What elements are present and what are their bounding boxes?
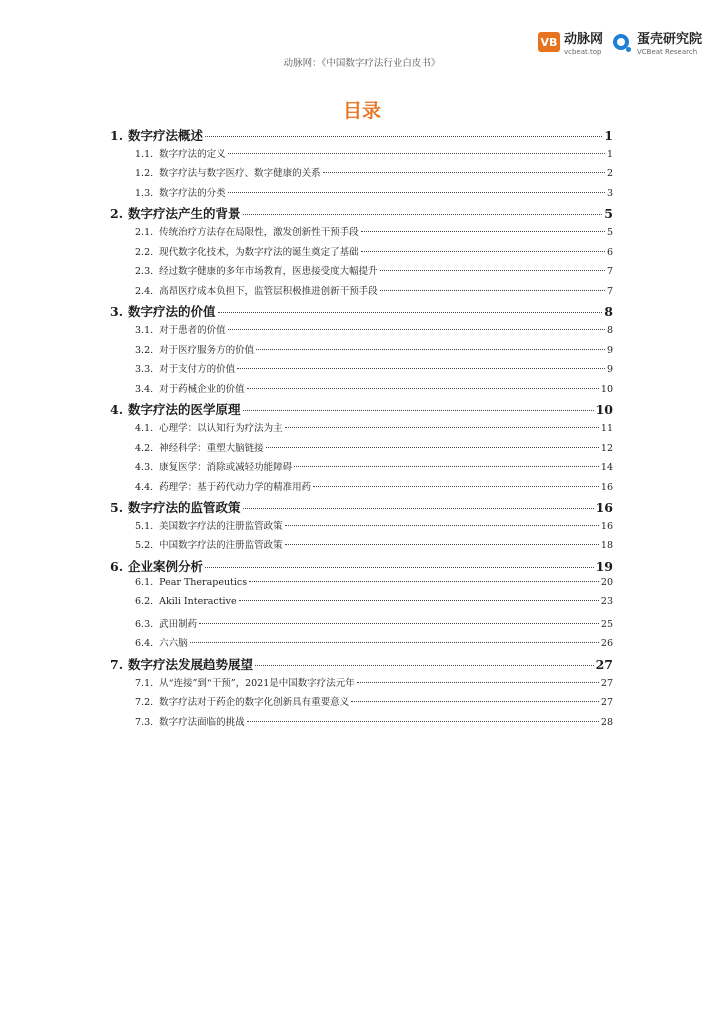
toc-entry-page: 9	[606, 364, 613, 376]
table-of-contents	[110, 126, 613, 733]
toc-entry-title: 数字疗法对于药企的数字化创新具有重要意义	[159, 697, 350, 709]
toc-entry-page: 28	[600, 716, 613, 728]
toc-entry-page: 1	[606, 148, 613, 160]
toc-entry-page: 16	[600, 481, 613, 493]
toc-entry-page: 16	[595, 500, 613, 516]
toc-section-entry[interactable]	[110, 322, 613, 342]
toc-entry-page: 10	[600, 383, 613, 395]
toc-section-entry[interactable]	[110, 675, 613, 695]
toc-entry-title: 现代数字化技术，为数字疗法的诞生奠定了基础	[159, 246, 359, 258]
toc-entry-title: 中国数字疗法的注册监管政策	[159, 540, 283, 552]
toc-dot-leader	[380, 290, 605, 291]
toc-entry-page: 10	[595, 402, 613, 418]
toc-entry-title: 六六脑	[159, 638, 188, 650]
toc-entry-number: 7.2.	[135, 697, 154, 709]
toc-dot-leader	[256, 349, 605, 350]
toc-entry-page: 3	[606, 187, 613, 199]
toc-entry-title: 神经科学：重塑大脑链接	[159, 442, 264, 454]
toc-entry-number: 4.3.	[135, 462, 154, 474]
toc-entry-number: 4.2.	[135, 442, 154, 454]
toc-entry-number: 5.	[110, 500, 124, 516]
vcbeat-logo-name: 动脉网	[563, 32, 603, 47]
toc-section-entry[interactable]	[110, 440, 613, 460]
toc-section-entry[interactable]	[110, 381, 613, 401]
toc-dot-leader	[313, 486, 599, 487]
toc-section-entry[interactable]	[110, 420, 613, 440]
toc-entry-title: Pear Therapeutics	[159, 576, 248, 588]
toc-section-entry[interactable]	[110, 616, 613, 636]
toc-entry-title: Akili Interactive	[159, 596, 237, 608]
toc-entry-number: 2.2.	[135, 246, 154, 258]
toc-entry-page: 8	[604, 304, 613, 320]
toc-entry-title: 数字疗法发展趋势展望	[128, 657, 254, 673]
toc-entry-page: 23	[600, 596, 613, 608]
toc-entry-title: 对于医疗服务方的价值	[159, 344, 255, 356]
toc-entry-number: 3.	[110, 304, 124, 320]
toc-entry-number: 3.2.	[135, 344, 154, 356]
toc-entry-title: 数字疗法面临的挑战	[159, 716, 245, 728]
toc-entry-title: 美国数字疗法的注册监管政策	[159, 520, 283, 532]
toc-title: 目录	[342, 100, 381, 122]
toc-entry-page: 5	[604, 206, 613, 222]
toc-entry-title: 数字疗法的价值	[128, 304, 216, 320]
toc-entry-title: 对于患者的价值	[159, 324, 226, 336]
toc-entry-title: 对于支付方的价值	[159, 364, 236, 376]
toc-entry-number: 7.1.	[135, 677, 154, 689]
toc-section-entry[interactable]	[110, 342, 613, 362]
toc-entry-title: 武田制药	[159, 618, 198, 630]
toc-section-entry[interactable]	[110, 165, 613, 185]
toc-entry-number: 6.3.	[135, 618, 154, 630]
toc-section-entry[interactable]	[110, 244, 613, 264]
toc-entry-title: 对于药械企业的价值	[159, 383, 245, 395]
toc-section-entry[interactable]	[110, 479, 613, 499]
header-caption: 动脉网：《中国数字疗法行业白皮书》	[283, 58, 441, 69]
toc-entry-number: 4.	[110, 402, 124, 418]
toc-dot-leader	[294, 466, 599, 467]
toc-chapter-entry[interactable]	[110, 400, 613, 420]
toc-entry-number: 6.2.	[135, 596, 154, 608]
toc-section-entry[interactable]	[110, 577, 613, 597]
toc-chapter-entry[interactable]	[110, 655, 613, 675]
toc-section-entry[interactable]	[110, 185, 613, 205]
toc-entry-title: 高昂医疗成本负担下，监管层积极推进创新干预手段	[159, 285, 378, 297]
toc-entry-page: 20	[600, 576, 613, 588]
vcbeat-logo-sub: vcbeat.top	[563, 48, 602, 56]
toc-entry-page: 7	[606, 266, 613, 278]
toc-section-entry[interactable]	[110, 635, 613, 655]
toc-section-entry[interactable]	[110, 694, 613, 714]
toc-entry-page: 12	[600, 442, 613, 454]
toc-dot-leader	[255, 665, 594, 666]
toc-entry-number: 4.4.	[135, 481, 154, 493]
toc-dot-leader	[228, 329, 605, 330]
toc-chapter-entry[interactable]	[110, 557, 613, 577]
toc-entry-number: 7.3.	[135, 716, 154, 728]
toc-dot-leader	[190, 642, 599, 643]
toc-dot-leader	[205, 136, 602, 137]
toc-section-entry[interactable]	[110, 537, 613, 557]
toc-dot-leader	[205, 567, 594, 568]
toc-entry-number: 2.	[110, 206, 124, 222]
research-logo-name: 蛋壳研究院	[636, 32, 702, 47]
toc-dot-leader	[243, 214, 603, 215]
toc-section-entry[interactable]	[110, 283, 613, 303]
toc-section-entry[interactable]	[110, 224, 613, 244]
toc-entry-title: 企业案例分析	[128, 559, 204, 575]
toc-entry-page: 5	[606, 226, 613, 238]
toc-entry-page: 8	[606, 324, 613, 336]
toc-dot-leader	[199, 623, 599, 624]
toc-entry-title: 数字疗法的医学原理	[128, 402, 241, 418]
toc-entry-title: 数字疗法的监管政策	[128, 500, 241, 516]
toc-section-entry[interactable]	[110, 263, 613, 283]
toc-dot-leader	[249, 581, 599, 582]
toc-dot-leader	[266, 447, 599, 448]
toc-entry-number: 1.	[110, 128, 124, 143]
toc-entry-page: 1	[604, 128, 613, 143]
toc-entry-title: 传统治疗方法存在局限性，激发创新性干预手段	[159, 226, 359, 238]
toc-entry-page: 19	[595, 559, 613, 575]
toc-entry-title: 经过数字健康的多年市场教育，医患接受度大幅提升	[159, 266, 378, 278]
toc-dot-leader	[237, 368, 605, 369]
toc-entry-page: 14	[600, 462, 613, 474]
toc-entry-number: 2.4.	[135, 285, 154, 297]
vcbeat-logo	[538, 28, 603, 56]
toc-entry-page: 27	[600, 697, 613, 709]
toc-entry-page: 6	[606, 246, 613, 258]
toc-dot-leader	[285, 544, 599, 545]
toc-entry-page: 9	[606, 344, 613, 356]
toc-dot-leader	[323, 172, 605, 173]
toc-entry-number: 6.	[110, 559, 124, 575]
toc-entry-number: 5.1.	[135, 520, 154, 532]
toc-dot-leader	[357, 682, 599, 683]
toc-chapter-entry[interactable]	[110, 302, 613, 322]
toc-chapter-entry[interactable]	[110, 498, 613, 518]
toc-chapter-entry[interactable]	[110, 204, 613, 224]
toc-dot-leader	[285, 427, 599, 428]
toc-entry-number: 3.1.	[135, 324, 154, 336]
toc-entry-page: 27	[600, 677, 613, 689]
toc-dot-leader	[351, 701, 599, 702]
toc-entry-number: 3.3.	[135, 364, 154, 376]
toc-entry-number: 6.1.	[135, 576, 154, 588]
toc-entry-page: 26	[600, 638, 613, 650]
toc-section-entry[interactable]	[110, 596, 613, 616]
toc-entry-number: 7.	[110, 657, 124, 673]
toc-dot-leader	[239, 600, 599, 601]
toc-entry-number: 2.1.	[135, 226, 154, 238]
toc-dot-leader	[228, 153, 605, 154]
toc-entry-title: 数字疗法产生的背景	[128, 206, 241, 222]
toc-entry-page: 25	[600, 618, 613, 630]
toc-entry-page: 11	[600, 422, 613, 434]
toc-entry-page: 7	[606, 285, 613, 297]
toc-entry-page: 2	[606, 168, 613, 180]
toc-entry-title: 数字疗法与数字医疗、数字健康的关系	[159, 168, 321, 180]
toc-entry-title: 数字疗法概述	[128, 128, 204, 143]
research-logo-sub: VCBeat Research	[636, 48, 698, 56]
toc-dot-leader	[361, 251, 605, 252]
toc-dot-leader	[228, 192, 605, 193]
toc-entry-page: 16	[600, 520, 613, 532]
toc-dot-leader	[285, 525, 599, 526]
toc-entry-number: 5.2.	[135, 540, 154, 552]
toc-entry-page: 27	[595, 657, 613, 673]
header-logos	[538, 28, 702, 56]
vb-logo-icon: VB	[538, 32, 560, 52]
toc-dot-leader	[380, 270, 605, 271]
toc-entry-title: 药理学：基于药代动力学的精准用药	[159, 481, 312, 493]
toc-entry-number: 1.1.	[135, 148, 154, 160]
toc-chapter-entry[interactable]	[110, 126, 613, 146]
toc-entry-number: 4.1.	[135, 422, 154, 434]
toc-entry-number: 1.2.	[135, 168, 154, 180]
toc-section-entry[interactable]	[110, 518, 613, 538]
toc-section-entry[interactable]	[110, 714, 613, 734]
toc-entry-number: 1.3.	[135, 187, 154, 199]
toc-entry-number: 6.4.	[135, 638, 154, 650]
toc-entry-title: 数字疗法的定义	[159, 148, 226, 160]
toc-dot-leader	[247, 388, 599, 389]
toc-section-entry[interactable]	[110, 459, 613, 479]
toc-section-entry[interactable]	[110, 361, 613, 381]
toc-dot-leader	[243, 410, 594, 411]
toc-entry-title: 心理学：以认知行为疗法为主	[159, 422, 283, 434]
toc-dot-leader	[361, 231, 605, 232]
toc-entry-title: 从“连接”到“干预”，2021是中国数字疗法元年	[159, 677, 355, 689]
toc-dot-leader	[247, 721, 599, 722]
ring-logo-icon	[613, 34, 629, 50]
vcbeat-research-logo	[613, 28, 702, 56]
toc-entry-title: 数字疗法的分类	[159, 187, 226, 199]
toc-dot-leader	[243, 508, 594, 509]
toc-entry-page: 18	[600, 540, 613, 552]
toc-entry-number: 2.3.	[135, 266, 154, 278]
toc-entry-number: 3.4.	[135, 383, 154, 395]
toc-dot-leader	[218, 312, 603, 313]
toc-section-entry[interactable]	[110, 146, 613, 166]
toc-entry-title: 康复医学：消除或减轻功能障碍	[159, 462, 293, 474]
